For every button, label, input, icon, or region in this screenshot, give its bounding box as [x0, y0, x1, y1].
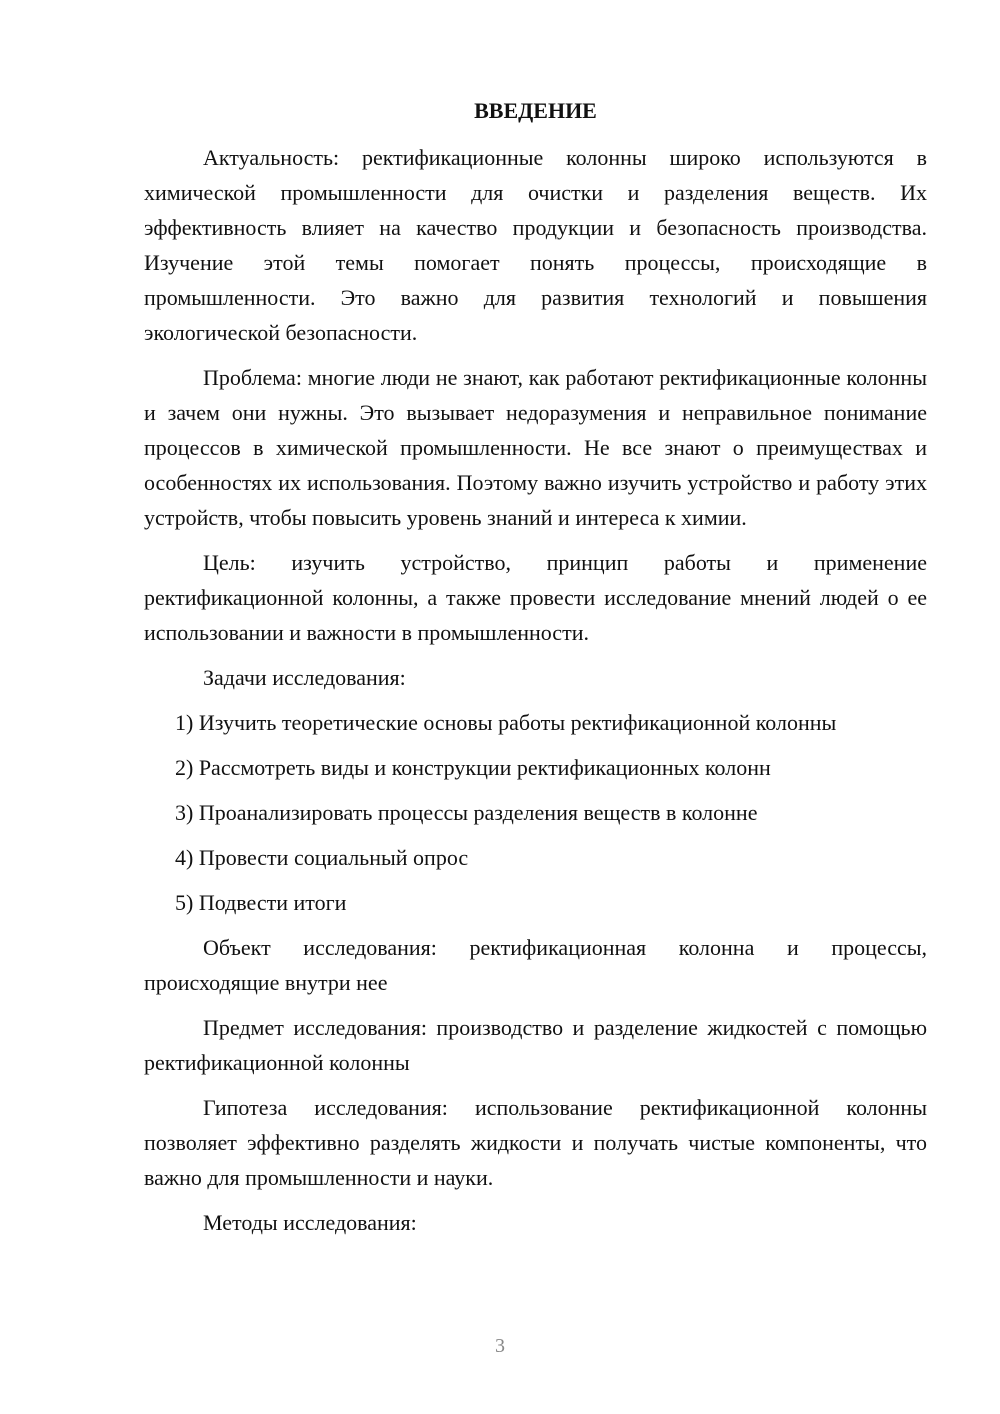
subject-paragraph: Предмет исследования: производство и разделение жидкостей с помощью ректификационной колонны	[144, 1015, 927, 1075]
page-content	[144, 96, 927, 1250]
list-item: 4) Провести социальный опрос	[175, 845, 469, 870]
list-item: 2) Рассмотреть виды и конструкции ректификационных колонн	[175, 755, 771, 780]
goal-paragraph: Цель: изучить устройство, принцип работы и применение ректификационной колонны, а также провести исследование мнений людей о ее использовании и важности в промышленности.	[144, 550, 927, 645]
list-item: 5) Подвести итоги	[175, 890, 347, 915]
methods-heading: Методы исследования:	[203, 1210, 417, 1235]
relevance-paragraph: Актуальность: ректификационные колонны широко используются в химической промышленности для очистки и разделения веществ. Их эффективность влияет на качество продукции и безопасность производства. Изучение этой темы помогает понять процессы, происходящие в промышленности. Это важно для развития технологий и повышения экологической безопасности.	[144, 145, 927, 345]
list-item: 1) Изучить теоретические основы работы ректификационной колонны	[175, 710, 837, 735]
hypothesis-paragraph: Гипотеза исследования: использование ректификационной колонны позволяет эффективно разделять жидкости и получать чистые компоненты, что важно для промышленности и науки.	[144, 1095, 927, 1190]
tasks-heading: Задачи исследования:	[203, 665, 406, 690]
tasks-list	[144, 705, 927, 920]
list-item: 3) Проанализировать процессы разделения веществ в колонне	[175, 800, 758, 825]
object-paragraph: Объект исследования: ректификационная колонна и процессы, происходящие внутри нее	[144, 935, 927, 995]
page-title: ВВЕДЕНИЕ	[474, 98, 597, 123]
problem-paragraph: Проблема: многие люди не знают, как работают ректификационные колонны и зачем они нужны. Это вызывает недоразумения и неправильное понимание процессов в химической промышленности. Не все знают о преимуществах и особенностях их использования. Поэтому важно изучить устройство и работу этих устройств, чтобы повысить уровень знаний и интереса к химии.	[144, 365, 927, 530]
page-number: 3	[495, 1335, 505, 1357]
